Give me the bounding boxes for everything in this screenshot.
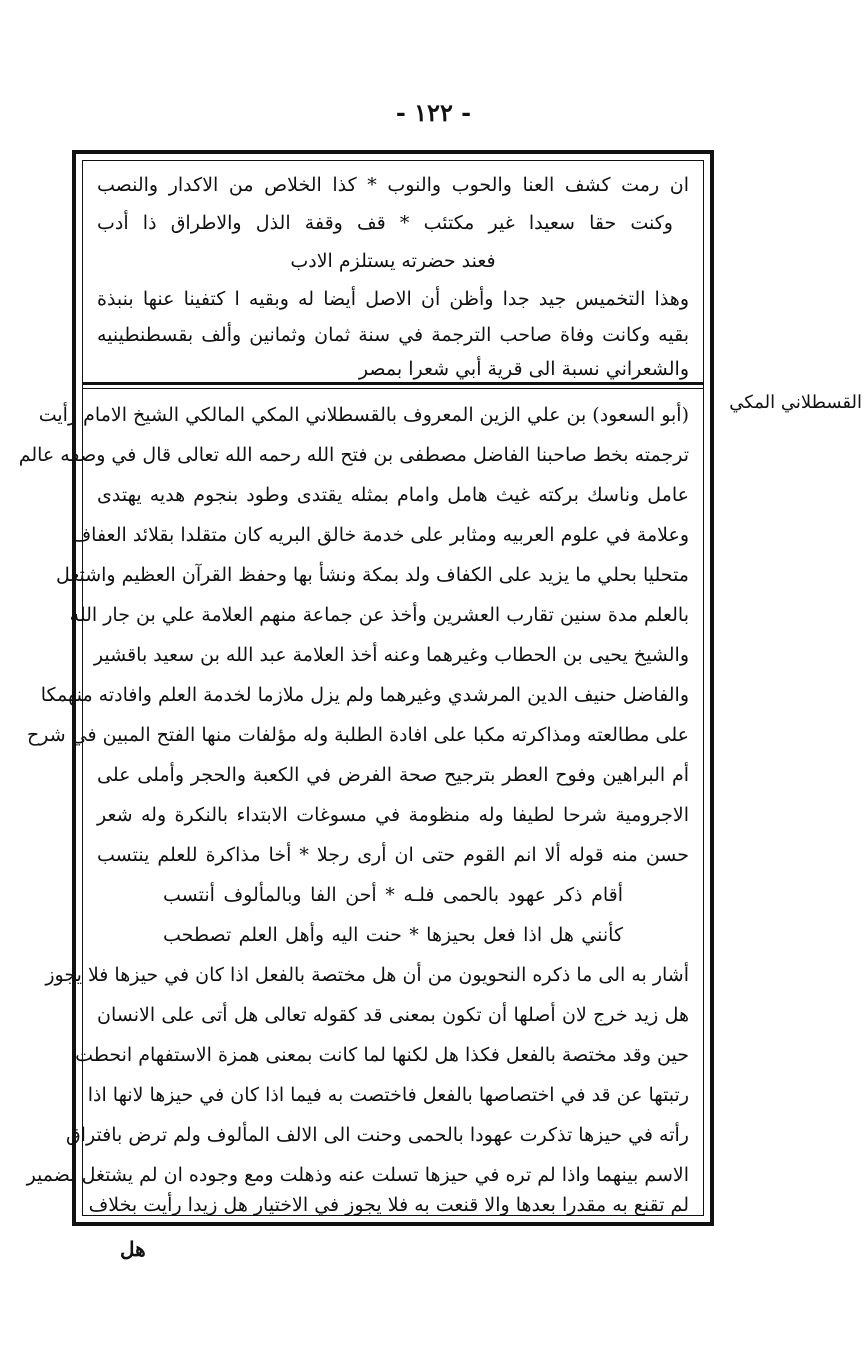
- catchword: هل: [120, 1237, 146, 1261]
- text-line: (أبو السعود) بن علي الزين المعروف بالقسطلاني المكي المالكي الشيخ الامام رأيت: [38, 404, 689, 426]
- text-line: لم تقنع به مقدرا بعدها والا قنعت به فلا يجوز في الاختيار هل زيدا رأيت بخلاف: [88, 1194, 689, 1216]
- text-line: والفاضل حنيف الدين المرشدي وغيرهما ولم يزل ملازما لخدمة العلم وافادته منهمكا: [40, 684, 689, 706]
- text-line: رتبتها عن قد في اختصاصها بالفعل فاختصت به فيما اذا كان في حيزها لانها اذا: [87, 1084, 689, 1106]
- text-line: والشيخ يحيى بن الحطاب وغيرهما وعنه أخذ العلامة عبد الله بن سعيد باقشير: [93, 644, 689, 666]
- section-divider: [83, 382, 703, 385]
- verse-line: كأنني هل اذا فعل بحيزها * حنت اليه وأهل العلم تصطحب: [163, 924, 623, 946]
- text-line: فعند حضرته يستلزم الادب: [290, 250, 496, 272]
- text-line: بقيه وكانت وفاة صاحب الترجمة في سنة ثمان وثمانين وألف بقسطنطينيه: [97, 324, 689, 346]
- text-line: وهذا التخميس جيد جدا وأظن أن الاصل أيضا له وبقيه ا كتفينا عنها بنبذة: [97, 288, 689, 310]
- text-line: الاجرومية شرحا لطيفا وله منظومة في مسوغات الابتداء بالنكرة وله شعر: [97, 804, 689, 826]
- text-line: حسن منه قوله ألا انم القوم حتى ان أرى رجلا * أخا مذاكرة للعلم ينتسب: [97, 844, 689, 866]
- text-line: أم البراهين وفوح العطر بترجيح صحة الفرض في الكعبة والحجر وأملى على: [97, 764, 689, 786]
- text-line: ان رمت كشف العنا والحوب والنوب * كذا الخلاص من الاكدار والنصب: [97, 174, 689, 196]
- verse-line: أقام ذكر عهود بالحمى فلـه * أحن الفا وبالمألوف أنتسب: [163, 884, 623, 906]
- text-frame-inner: [18, 160, 704, 1216]
- text-line: متحليا بحلي ما يزيد على الكفاف ولد بمكة ونشأ بها وحفظ القرآن العظيم واشتغل: [55, 564, 689, 586]
- section-divider-thin: [83, 388, 703, 389]
- text-line: بالعلم مدة سنين تقارب العشرين وأخذ عن جماعة منهم العلامة علي بن جار الله: [69, 604, 689, 626]
- text-line: هل زيد خرج لان أصلها أن تكون بمعنى قد كقوله تعالى هل أتى على الانسان: [97, 1004, 689, 1026]
- page-number: - ١٢٢ -: [395, 98, 472, 127]
- text-line: أشار به الى ما ذكره النحويون من أن هل مختصة بالفعل اذا كان في حيزها فلا يجوز: [45, 964, 689, 986]
- text-line: حين وقد مختصة بالفعل فكذا هل لكنها لما كانت بمعنى همزة الاستفهام انحطت: [75, 1044, 689, 1066]
- text-line: وكنت حقا سعيدا غير مكتئب * قف وقفة الذل والاطراق ذا أدب: [97, 212, 673, 234]
- text-line: والشعراني نسبة الى قرية أبي شعرا بمصر: [358, 358, 689, 380]
- text-line: ترجمته بخط صاحبنا الفاضل مصطفى بن فتح الله رحمه الله تعالى قال في وصفه عالم: [18, 444, 689, 466]
- text-line: وعلامة في علوم العربيه ومثابر على خدمة خالق البريه كان متقلدا بقلائد العفاف: [71, 524, 689, 546]
- text-line: عامل وناسك بركته غيث هامل وامام بمثله يقتدى وطود بنجوم هديه يهتدى: [97, 484, 689, 506]
- margin-note: القسطلاني المكي: [729, 392, 862, 413]
- text-line: الاسم بينهما واذا لم تره في حيزها تسلت عنه وذهلت ومع وجوده ان لم يشتغل بضمير: [26, 1164, 689, 1186]
- text-line: رأته في حيزها تذكرت عهودا بالحمى وحنت الى الالف المألوف ولم ترض بافتراق: [65, 1124, 689, 1146]
- text-line: على مطالعته ومذاكرته مكبا على افادة الطلبة وله مؤلفات منها الفتح المبين في شرح: [26, 724, 689, 746]
- text-frame: [18, 150, 714, 1226]
